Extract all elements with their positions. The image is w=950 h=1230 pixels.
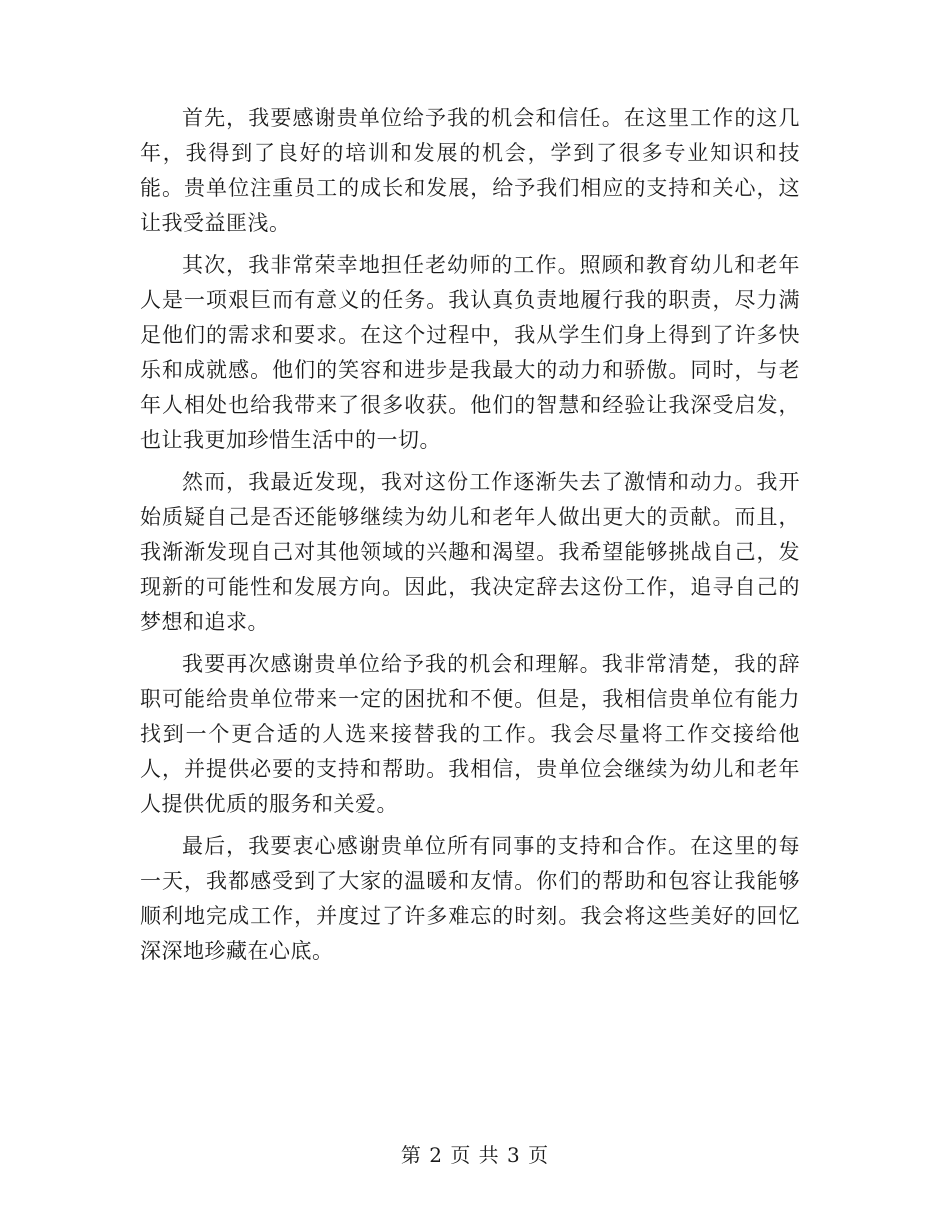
paragraph-thanks-colleagues: 最后，我要衷心感谢贵单位所有同事的支持和合作。在这里的每一天，我都感受到了大家的温暖和友情。你们的帮助和包容让我能够顺利地完成工作，并度过了许多难忘的时刻。我会将这些美好的回忆深深地珍藏在心底。 xyxy=(140,834,800,963)
paragraph-handover: 我要再次感谢贵单位给予我的机会和理解。我非常清楚，我的辞职可能给贵单位带来一定的困扰和不便。但是，我相信贵单位有能力找到一个更合适的人选来接替我的工作。我会尽量将工作交接给他人，并提供必要的支持和帮助。我相信，贵单位会继续为幼儿和老年人提供优质的服务和关爱。 xyxy=(140,652,800,816)
document-body xyxy=(140,101,800,976)
paragraph-work-experience: 其次，我非常荣幸地担任老幼师的工作。照顾和教育幼儿和老年人是一项艰巨而有意义的任务。我认真负责地履行我的职责，尽力满足他们的需求和要求。在这个过程中，我从学生们身上得到了许多快乐和成就感。他们的笑容和进步是我最大的动力和骄傲。同时，与老年人相处也给我带来了很多收获。他们的智慧和经验让我深受启发，也让我更加珍惜生活中的一切。 xyxy=(140,253,800,452)
paragraph-gratitude: 首先，我要感谢贵单位给予我的机会和信任。在这里工作的这几年，我得到了良好的培训和发展的机会，学到了很多专业知识和技能。贵单位注重员工的成长和发展，给予我们相应的支持和关心，这让我受益匪浅。 xyxy=(140,106,800,235)
paragraph-resignation-reason: 然而，我最近发现，我对这份工作逐渐失去了激情和动力。我开始质疑自己是否还能够继续为幼儿和老年人做出更大的贡献。而且，我渐渐发现自己对其他领域的兴趣和渴望。我希望能够挑战自己，发现新的可能性和发展方向。因此，我决定辞去这份工作，追寻自己的梦想和追求。 xyxy=(140,470,800,634)
page-number: 第 2 页 共 3 页 xyxy=(400,1143,550,1167)
